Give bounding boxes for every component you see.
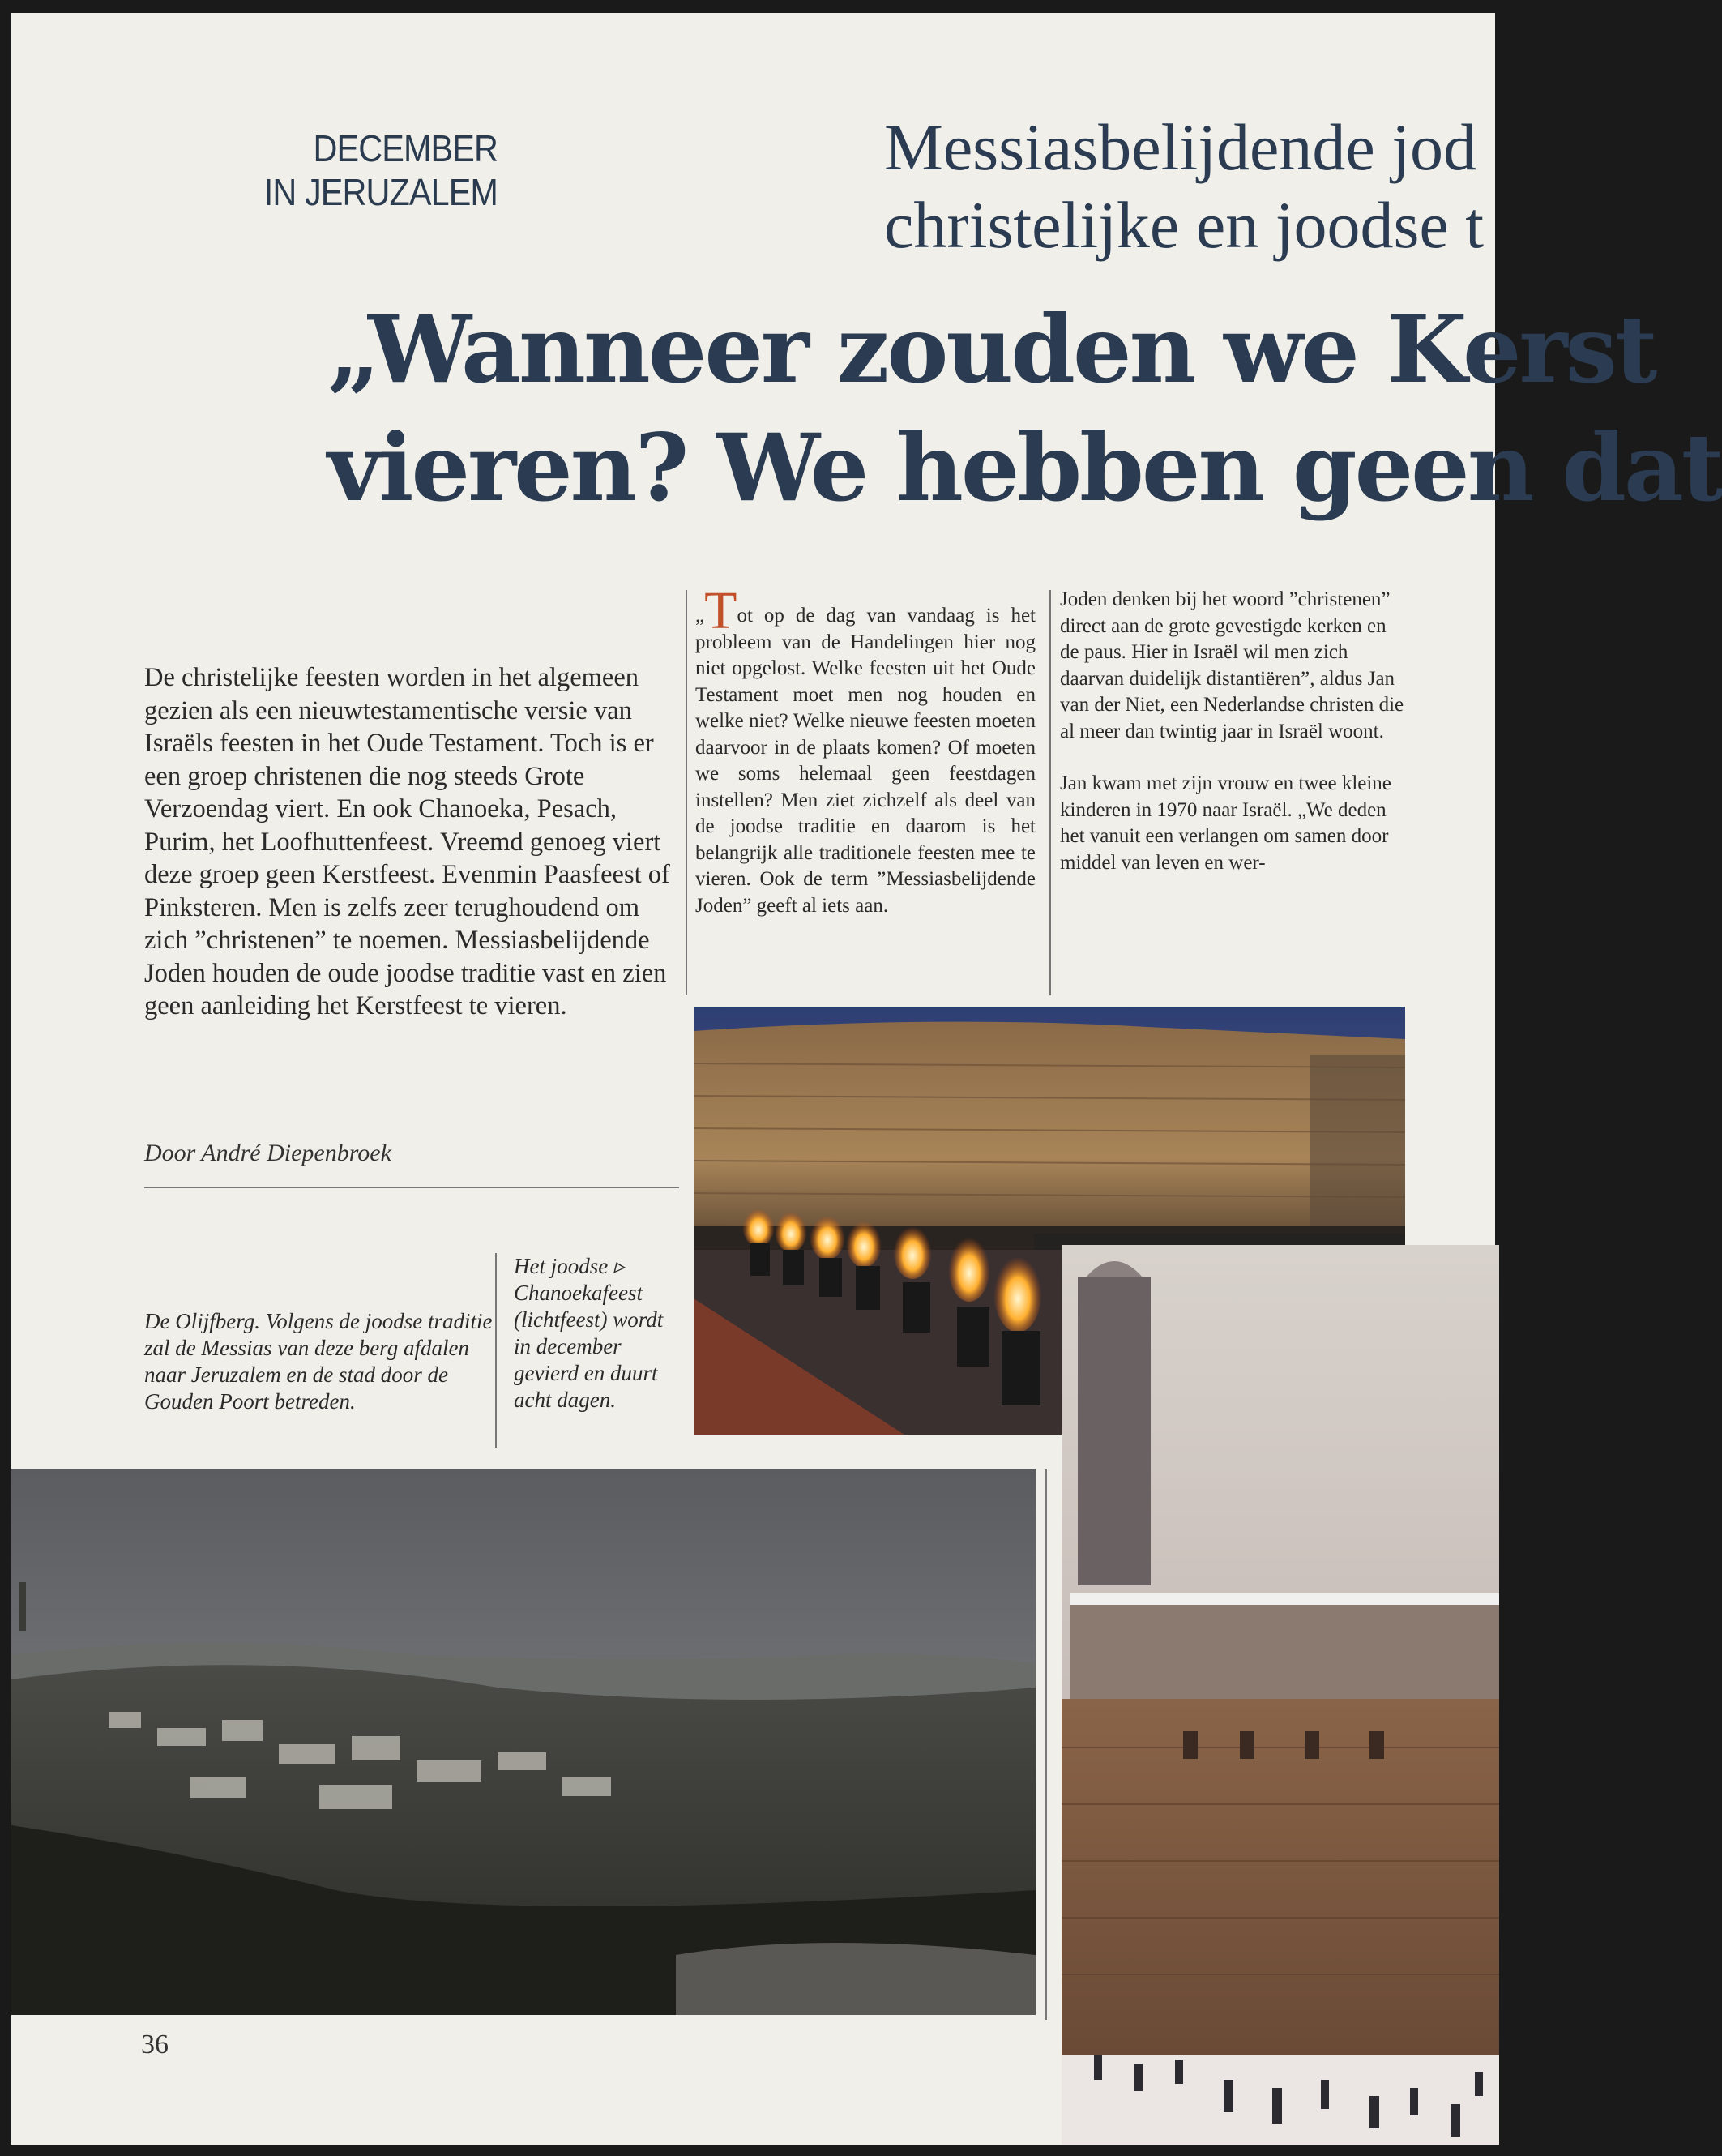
photo-snowy-wall-plaza: [1062, 1245, 1499, 2145]
subheadline: [884, 109, 1484, 264]
body-column-b: [1060, 587, 1408, 902]
opening-quote: „: [695, 605, 705, 627]
magazine-page: [11, 13, 1722, 2145]
caption-divider: [495, 1253, 497, 1448]
page-number: 36: [141, 2030, 169, 2060]
headline-line-2: vieren? We hebben geen dat: [327, 413, 1722, 522]
byline-divider: [144, 1187, 679, 1188]
subhead-line-2: christelijke en joodse t: [884, 188, 1485, 262]
dropcap: T: [704, 581, 737, 640]
photo-olijfberg: [11, 1469, 1036, 2015]
headline-line-1: „Wanneer zouden we Kerst: [327, 295, 1656, 404]
kicker-line-1: DECEMBER: [313, 127, 498, 169]
column-a-paragraph: [695, 581, 1036, 919]
kicker-line-2: IN JERUZALEM: [263, 171, 498, 213]
headline: [327, 290, 1722, 527]
intro-paragraph: De christelijke feesten worden in het algemeen gezien als een nieuwtestamentische versie van Israëls feesten in het Oude Testament. Toch is er een groep christenen die nog steeds Grote Verzoendag viert. En ook Chanoeka, Pesach, Purim, het Loofhuttenfeest. Vreemd genoeg viert deze groep geen Kerstfeest. Evenmin Paasfeest of Pinksteren. Men is zelfs zeer terughoudend om zich ”christenen” te noemen. Messiasbelijdende Joden houden de oude joodse traditie vast en zien geen aanleiding het Kerstfeest te vieren.: [144, 663, 670, 1020]
column-b-paragraph-2: Jan kwam met zijn vrouw en twee kleine kinderen in 1970 naar Israël. „We deden het vanuit een verlangen om samen door middel van leven en wer-: [1060, 772, 1391, 874]
photo-divider: [1045, 1469, 1047, 2020]
section-kicker: [257, 126, 498, 214]
column-a-text: ot op de dag van vandaag is het probleem van de Handelingen hier nog niet opgelost. Welke feesten uit het Oude Testament moet men nog houden en welke niet? Welke nieuwe feesten moeten daarvoor in de plaats komen? Of moeten we soms helemaal geen feestdagen instellen? Men ziet zichzelf als deel van de joodse traditie en daarom is het belangrijk alle traditionele feesten mee te vieren. Ook de term ”Messiasbelijdende Joden” geeft al iets aan.: [695, 605, 1036, 917]
column-divider-a: [686, 590, 687, 995]
column-divider-b: [1049, 590, 1051, 995]
caption-chanoeka: Het joodse ▹ Chanoekafeest (lichtfeest) wordt in december gevierd en duurt acht dagen.: [514, 1254, 664, 1412]
byline: Door André Diepenbroek: [144, 1140, 391, 1166]
column-b-paragraph-1: Joden denken bij het woord ”christenen” direct aan de grote gevestigde kerken en de paus. Hier in Israël wil men zich daarvan duidelijk distantiëren”, aldus Jan van der Niet, een Nederlandse christen die al meer dan twintig jaar in Israël woont.: [1060, 588, 1404, 742]
body-column-a: [695, 581, 1036, 945]
subhead-line-1: Messiasbelijdende jod: [884, 110, 1477, 184]
caption-olijfberg: De Olijfberg. Volgens de joodse traditie zal de Messias van deze berg afdalen naar Jeruzalem en de stad door de Gouden Poort betreden.: [144, 1309, 493, 1414]
